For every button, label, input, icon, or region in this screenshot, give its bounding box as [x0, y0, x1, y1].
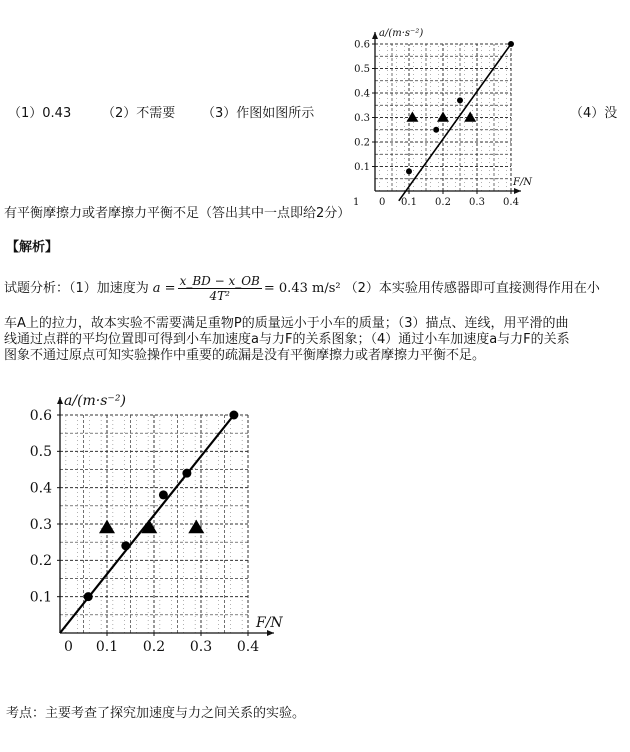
x-axis-title: F/N: [513, 177, 533, 188]
y-tick-label: 0.1: [354, 162, 370, 173]
origin-label: 0: [64, 639, 73, 655]
x-tick-label: 0.3: [469, 197, 485, 208]
formula-rhs: = 0.43 m/s²: [263, 280, 341, 296]
analysis-heading: 【解析】: [6, 240, 59, 255]
analysis-line-4: 图象不通过原点可知实验操作中重要的疏漏是没有平衡摩擦力或者摩擦力平衡不足。: [4, 348, 486, 363]
x-axis-title: F/N: [256, 615, 283, 631]
data-point: [84, 592, 93, 601]
answer-3: （3）作图如图所示: [202, 106, 315, 121]
answer-2: （2）不需要: [102, 106, 176, 121]
y-tick-label: 0.4: [29, 480, 52, 497]
x-tick-label: 0.1: [95, 639, 119, 655]
y-axis-arrow: [57, 397, 63, 404]
x-tick-label: 0.2: [142, 639, 166, 655]
answer-4-rest: 有平衡摩擦力或者摩擦力平衡不足（答出其中一点即给2分）: [4, 206, 351, 221]
x-tick-label: 0.2: [435, 197, 451, 208]
y-axis-title: a/(m·s⁻²): [379, 28, 424, 39]
answer-4-start: （4）没: [570, 106, 618, 121]
y-tick-label: 0.5: [354, 64, 370, 75]
y-tick-label: 0.4: [354, 88, 370, 100]
x-tick-label: 0.4: [236, 639, 260, 655]
analysis-line-1-tail: （2）本实验用传感器即可直接测得作用在小: [344, 280, 600, 296]
corner-label: 1: [353, 197, 360, 208]
formula-lhs: a =: [152, 280, 176, 296]
triangle-point: [437, 112, 449, 122]
data-point: [406, 168, 412, 174]
triangle-point: [188, 520, 204, 534]
y-tick-label: 0.2: [354, 137, 370, 149]
y-tick-label: 0.6: [354, 39, 370, 51]
y-tick-label: 0.5: [29, 444, 52, 461]
data-point: [182, 469, 191, 478]
formula-fraction: [178, 274, 262, 303]
data-point: [121, 541, 130, 550]
y-tick-label: 0.1: [29, 589, 52, 606]
y-tick-label: 0.2: [29, 553, 52, 570]
fit-line: [399, 44, 511, 201]
answer-chart: [345, 20, 533, 220]
y-axis-title: a/(m·s⁻²): [64, 393, 126, 409]
end-point: [229, 411, 238, 420]
formula-denominator: 4T²: [209, 289, 230, 303]
end-point: [508, 41, 514, 47]
y-tick-label: 0.6: [29, 407, 52, 424]
analysis-line-1: [4, 274, 600, 303]
triangle-point: [464, 112, 476, 122]
x-tick-label: 0.1: [401, 197, 417, 208]
y-tick-label: 0.3: [29, 516, 52, 533]
formula-numerator: x_BD − x_OB: [179, 274, 260, 288]
analysis-line-2: 车A上的拉力，故本实验不需要满足重物P的质量远小于小车的质量；（3）描点、连线，用平滑的曲: [4, 316, 569, 331]
x-tick-label: 0.4: [503, 197, 519, 208]
answer-1: （1）0.43: [8, 106, 72, 121]
origin-label: 0: [379, 197, 386, 208]
analysis-line-3: 线通过点群的平均位置即可得到小车加速度a与力F的关系图象；（4）通过小车加速度a与力F的关系: [4, 332, 570, 347]
analysis-intro: 试题分析：（1）加速度为: [4, 280, 149, 296]
x-tick-label: 0.3: [189, 639, 213, 655]
analysis-chart: [20, 385, 300, 660]
x-axis-arrow: [514, 188, 521, 194]
data-point: [159, 490, 168, 499]
kaodian: 考点：主要考查了探究加速度与力之间关系的实验。: [6, 706, 306, 721]
data-point: [457, 97, 463, 103]
y-axis-arrow: [372, 32, 378, 39]
triangle-point: [99, 520, 115, 534]
triangle-point: [406, 112, 418, 122]
data-point: [433, 127, 439, 133]
y-tick-label: 0.3: [354, 113, 370, 124]
